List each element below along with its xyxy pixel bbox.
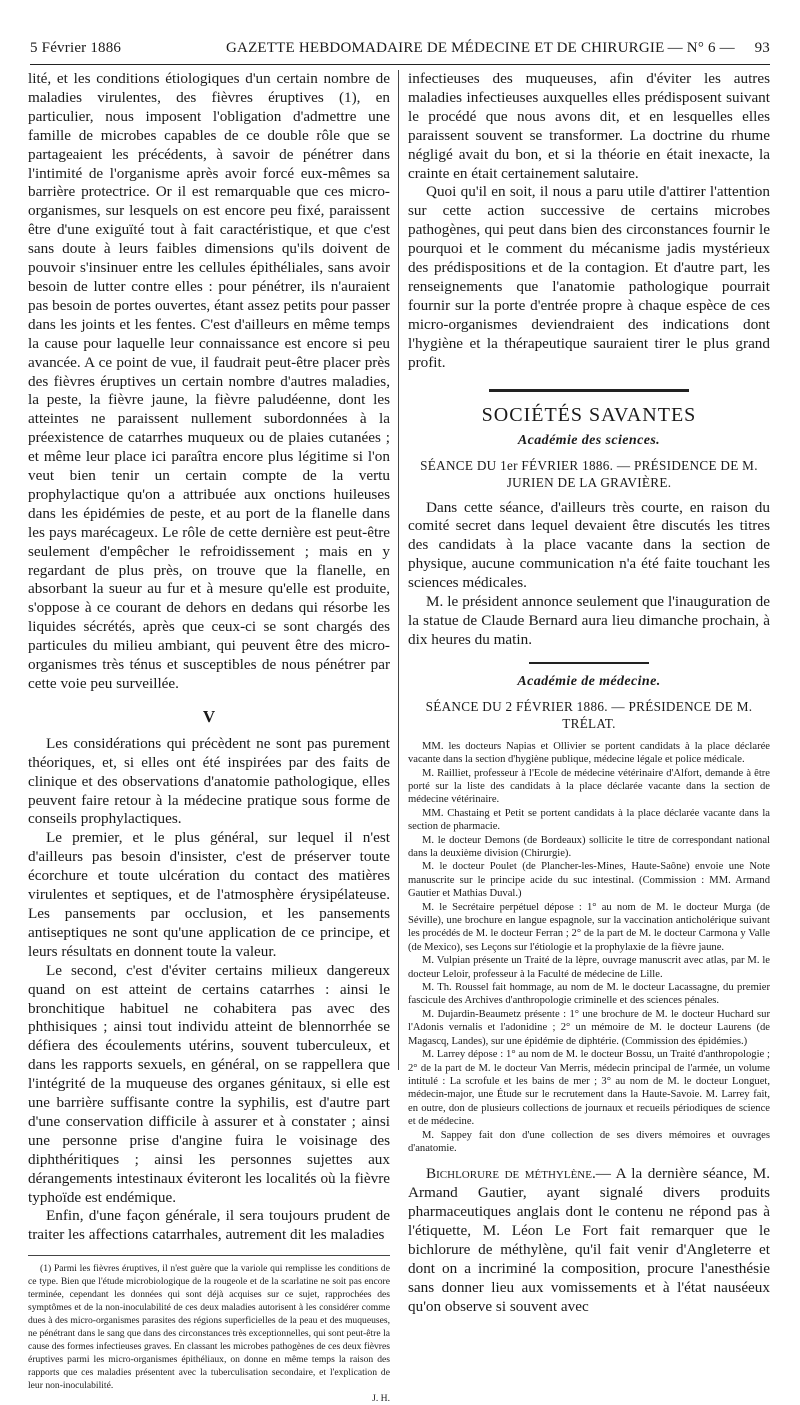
medecine-item: M. Railliet, professeur à l'Ecole de médecine vétérinaire d'Alfort, demande à être porté sur la liste des candidats à la place déclarée vacante dans la section de médecine vétérinaire.: [408, 767, 770, 806]
seance-2-heading: SÉANCE DU 2 FÉVRIER 1886. — PRÉSIDENCE DE M. TRÉLAT.: [425, 698, 753, 731]
column-divider: [398, 70, 399, 1070]
journal-title: GAZETTE HEBDOMADAIRE DE MÉDECINE ET DE CHIRURGIE: [226, 40, 665, 56]
header-rule: [30, 64, 770, 65]
medecine-item: M. Th. Roussel fait hommage, au nom de M. le docteur Lacassagne, du premier fascicule des Archives d'anthropologie criminelle et des sciences pénales.: [408, 982, 770, 1007]
seance-1-heading: SÉANCE DU 1er FÉVRIER 1886. — PRÉSIDENCE DE M. JURIEN DE LA GRAVIÈRE.: [420, 457, 758, 490]
medecine-item: M. le Secrétaire perpétuel dépose : 1° au nom de M. le docteur Murga (de Séville), une brochure en langue espagnole, sur la vaccination anticholérique suivant les procédés de M. le docteur Ferran ; 2° de la part de M. le docteur Carmona y Valle (de Mexico), ses Leçons sur l'étiologie et la prophylaxie de la fièvre jaune.: [408, 901, 770, 953]
right-paragraph-1: infectieuses des muqueuses, afin d'éviter les autres maladies infectieuses auxquelles elles prédisposent suivant le procédé que nous avons dit, et en lesquelles elles paraissent souvent se transformer. La doctrine du rhume négligé avait du bon, et si la théorie en était inexacte, la crainte en était certainement salutaire.: [408, 70, 770, 182]
societes-savantes-title: SOCIÉTÉS SAVANTES: [481, 403, 697, 426]
footnote-text: (1) Parmi les fièvres éruptives, il n'est guère que la variole qui remplisse les conditions de ce type. Bien que l'étude microbiologique de la rougeole et de la scarlatine ne soit pas encore terminée, cependant les données qui sont déjà acquises sur ce sujet, rapprochées des symptômes et de la non-inoculabilité de ces deux maladies autorisent à les considérer comme dues à des micro-organismes parasites des régions superficielles de la peau et des muqueuses, ne pénétrant dans le sang que dans des circonstances très exceptionnelles, qui sont peut-être la cause des formes infectieuses graves. En classant les microbes pathogènes de ces deux fièvres éruptives parmi les micro-organismes épithéliaux, on donne en même temps la raison des rapports que ces maladies présentent avec la tuberculisation secondaire, et l'explication de leur non-inoculabilité.: [28, 1263, 390, 1392]
footnote: [28, 1255, 390, 1405]
medecine-item: M. Dujardin-Beaumetz présente : 1° une brochure de M. le docteur Huchard sur l'Adonis vernalis et l'adonidine ; 2° un mémoire de M. le docteur Laurens (de Magascq, Landes), sur une épidémie de diphtérie. (Commission des épidémies.): [408, 1008, 770, 1047]
left-paragraph-2: Les considérations qui précèdent ne sont pas purement théoriques, et, si elles ont été inspirées par des faits de clinique et des observations d'anatomie pathologique, elles peuvent faire retour à la médecine pratique sous forme de conseils prophylactiques.: [28, 734, 390, 828]
medecine-item: M. Sappey fait don d'une collection de ses divers mémoires et ouvrages d'anatomie.: [408, 1129, 770, 1154]
medecine-item: M. le docteur Poulet (de Plancher-les-Mines, Haute-Saône) envoie une Note manuscrite sur le principe acide du suc intestinal. (Commission : MM. Armand Gautier et Mathias Duval.): [408, 861, 770, 900]
bichlorure-paragraph: [408, 1165, 770, 1316]
left-column: [28, 70, 390, 1405]
academie-medecine-heading: Académie de médecine.: [517, 673, 661, 689]
section-separator: [489, 389, 689, 392]
page-number: 93: [754, 40, 770, 56]
medecine-item: MM. les docteurs Napias et Ollivier se portent candidats à la place déclarée vacante dans la section d'hygiène publique, médecine légale et police médicale.: [408, 740, 770, 766]
page-header: [30, 40, 770, 62]
left-paragraph-4: Le second, c'est d'éviter certains milieux dangereux quand on est atteint de certains catarrhes : ainsi le bronchitique habituel ne cohabitera pas avec des phthisiques ; ainsi tout individu atteint de blennorrhée se défiera des écoulements utérins, souvent tuberculeux, et dans les rapports sexuels, en général, on se rappellera que l'intégrité de la muqueuse des organes génitaux, si elle est une barrière suffisante contre la syphilis, est d'autre part d'une conservation difficile à assurer et à constater ; ainsi une personne prise d'angine fuira le voisinage des diphthéritiques ; ainsi les personnes sujettes aux dérangements intestinaux éviteront les localités où la fièvre typhoïde est endémique.: [28, 961, 390, 1206]
medecine-item: M. le docteur Demons (de Bordeaux) sollicite le titre de correspondant national dans la deuxième division (Chirurgie).: [408, 834, 770, 859]
issue-date: 5 Février 1886: [30, 40, 122, 56]
sciences-paragraph-1: Dans cette séance, d'ailleurs très courte, en raison du comité secret dans lequel devaient être discutés les titres des candidats à la place vacante dans la section de physique, aucune communication n'a été faite touchant les sciences médicales.: [408, 498, 770, 592]
right-paragraph-2: Quoi qu'il en soit, il nous a paru utile d'attirer l'attention sur cette action successive de certains microbes pathogènes, qui peut dans bien des circonstances fournir le pourquoi et le comment du mécanisme jadis mystérieux des prédispositions et de la contagion. Et d'autre part, les renseignements que l'anatomie pathologique pourrait fournir sur la porte d'entrée propre à chaque espèce de ces micro-organismes deviendraient des indications dont l'hygiène et la thérapeutique sauraient tirer le plus grand profit.: [408, 183, 770, 371]
issue-page: [668, 40, 770, 57]
medecine-proceedings: [408, 740, 770, 1156]
issue-number: — N° 6 —: [667, 40, 735, 56]
medecine-item: M. Larrey dépose : 1° au nom de M. le docteur Bossu, un Traité d'anthropologie ; 2° de la part de M. le docteur Van Merris, médecin principal de l'armée, un volume intitulé : La scrofule et les bains de mer ; 3° au nom de M. le docteur Longuet, médecin-major, une Étude sur le recrutement dans la Haute-Savoie. M. Larrey fait, en outre, don de plusieurs collections de journaux et recueils périodiques de science et de médecine.: [408, 1049, 770, 1128]
left-paragraph-5: Enfin, d'une façon générale, il sera toujours prudent de traiter les affections catarrhales, autrement dit les maladies: [28, 1207, 390, 1244]
left-paragraph-3: Le premier, et le plus général, sur lequel il n'est d'ailleurs pas besoin d'insister, c'est de préserver toute écorchure et toute ulcération du contact des matières virulentes et septiques, et de l'atmosphère érysipélateuse. Les pansements par occlusion, et les pansements antiseptiques ne sont qu'une application de ce principe, et leurs résultats en donnent toute la valeur.: [28, 829, 390, 960]
academie-sciences-heading: Académie des sciences.: [517, 432, 661, 448]
right-column: [408, 70, 770, 1317]
left-paragraph-1: lité, et les conditions étiologiques d'un certain nombre de maladies virulentes, des fièvres éruptives (1), en particulier, nous imposent l'obligation d'admettre une famille de microbes capables de ce double rôle que se partageaient les précédents, à savoir de pénétrer dans l'intimité de l'organisme après avoir forcé eux-mêmes sa barrière protectrice. Or il est remarquable que ces micro-organismes, sur lesquels on est encore peu fixé, paraissent être d'une exiguïté tout à fait caractéristique, et que c'est sans doute à leurs faibles dimensions qu'ils doivent de pouvoir s'insinuer entre les cellules épithéliales, sans avoir besoin de lutter contre elles : pour pénétrer, ils n'auraient pas besoin de portes ouvertes, étant assez petits pour passer dans les joints et les fentes. C'est d'ailleurs en même temps la cause pour laquelle leur connaissance est encore si peu avancée. A ce point de vue, il faudrait peut-être placer près des fièvres éruptives un certain nombre d'autres maladies, la peste, la fièvre jaune, la fièvre paludéenne, dont les atteintes ne paraissent nullement subordonnées à la préexistence de catarrhes muqueux ou de plaies cutanées ; et même leur place ici paraîtra encore plus légitime si l'on veut bien tenir un certain compte de la vertu prophylactique qu'on a attribuée aux onctions huileuses dans les épidémies de peste, et au port de la flanelle dans les pays marécageux. Le rôle de cette dernière est peut-être seulement d'empêcher le refroidissement ; mais en y regardant de plus près, on trouve que la flanelle, en absorbant la sueur au fur et à mesure qu'elle est produite, s'oppose à ce courant de dehors en dedans qui résorbe les liquides sécrétés, après que ceux-ci se sont chargés des particules du milieu ambiant, qui peuvent être des micro-organismes très ténus et susceptibles de nous pénétrer par cette voie peu surveillée.: [28, 70, 390, 692]
academie-separator: [529, 662, 649, 664]
section-heading-v: V: [202, 706, 216, 726]
bichlorure-title: Bichlorure de méthylène.: [426, 1165, 596, 1183]
bichlorure-text: — A la dernière séance, M. Armand Gautier, ayant signalé divers produits pharmaceutiques anglais dont le contenu ne répond pas à l'étiquette, M. Léon Le Fort fait remarquer que le bichlorure de méthylène, qu'il fait venir d'Angleterre et dont on a incriminé la composition, procure l'anesthésie sans donner lieu aux vomissements et à l'état nauséeux qu'on observe si souvent avec: [408, 1165, 770, 1315]
medecine-item: M. Vulpian présente un Traité de la lèpre, ouvrage manuscrit avec atlas, par M. le docteur Leloir, professeur à la Faculté de médecine de Lille.: [408, 955, 770, 980]
medecine-item: MM. Chastaing et Petit se portent candidats à la place déclarée vacante dans la section de pharmacie.: [408, 807, 770, 833]
sciences-paragraph-2: M. le président annonce seulement que l'inauguration de la statue de Claude Bernard aura lieu dimanche prochain, à dix heures du matin.: [408, 593, 770, 648]
footnote-signature: J. H.: [372, 1393, 390, 1405]
